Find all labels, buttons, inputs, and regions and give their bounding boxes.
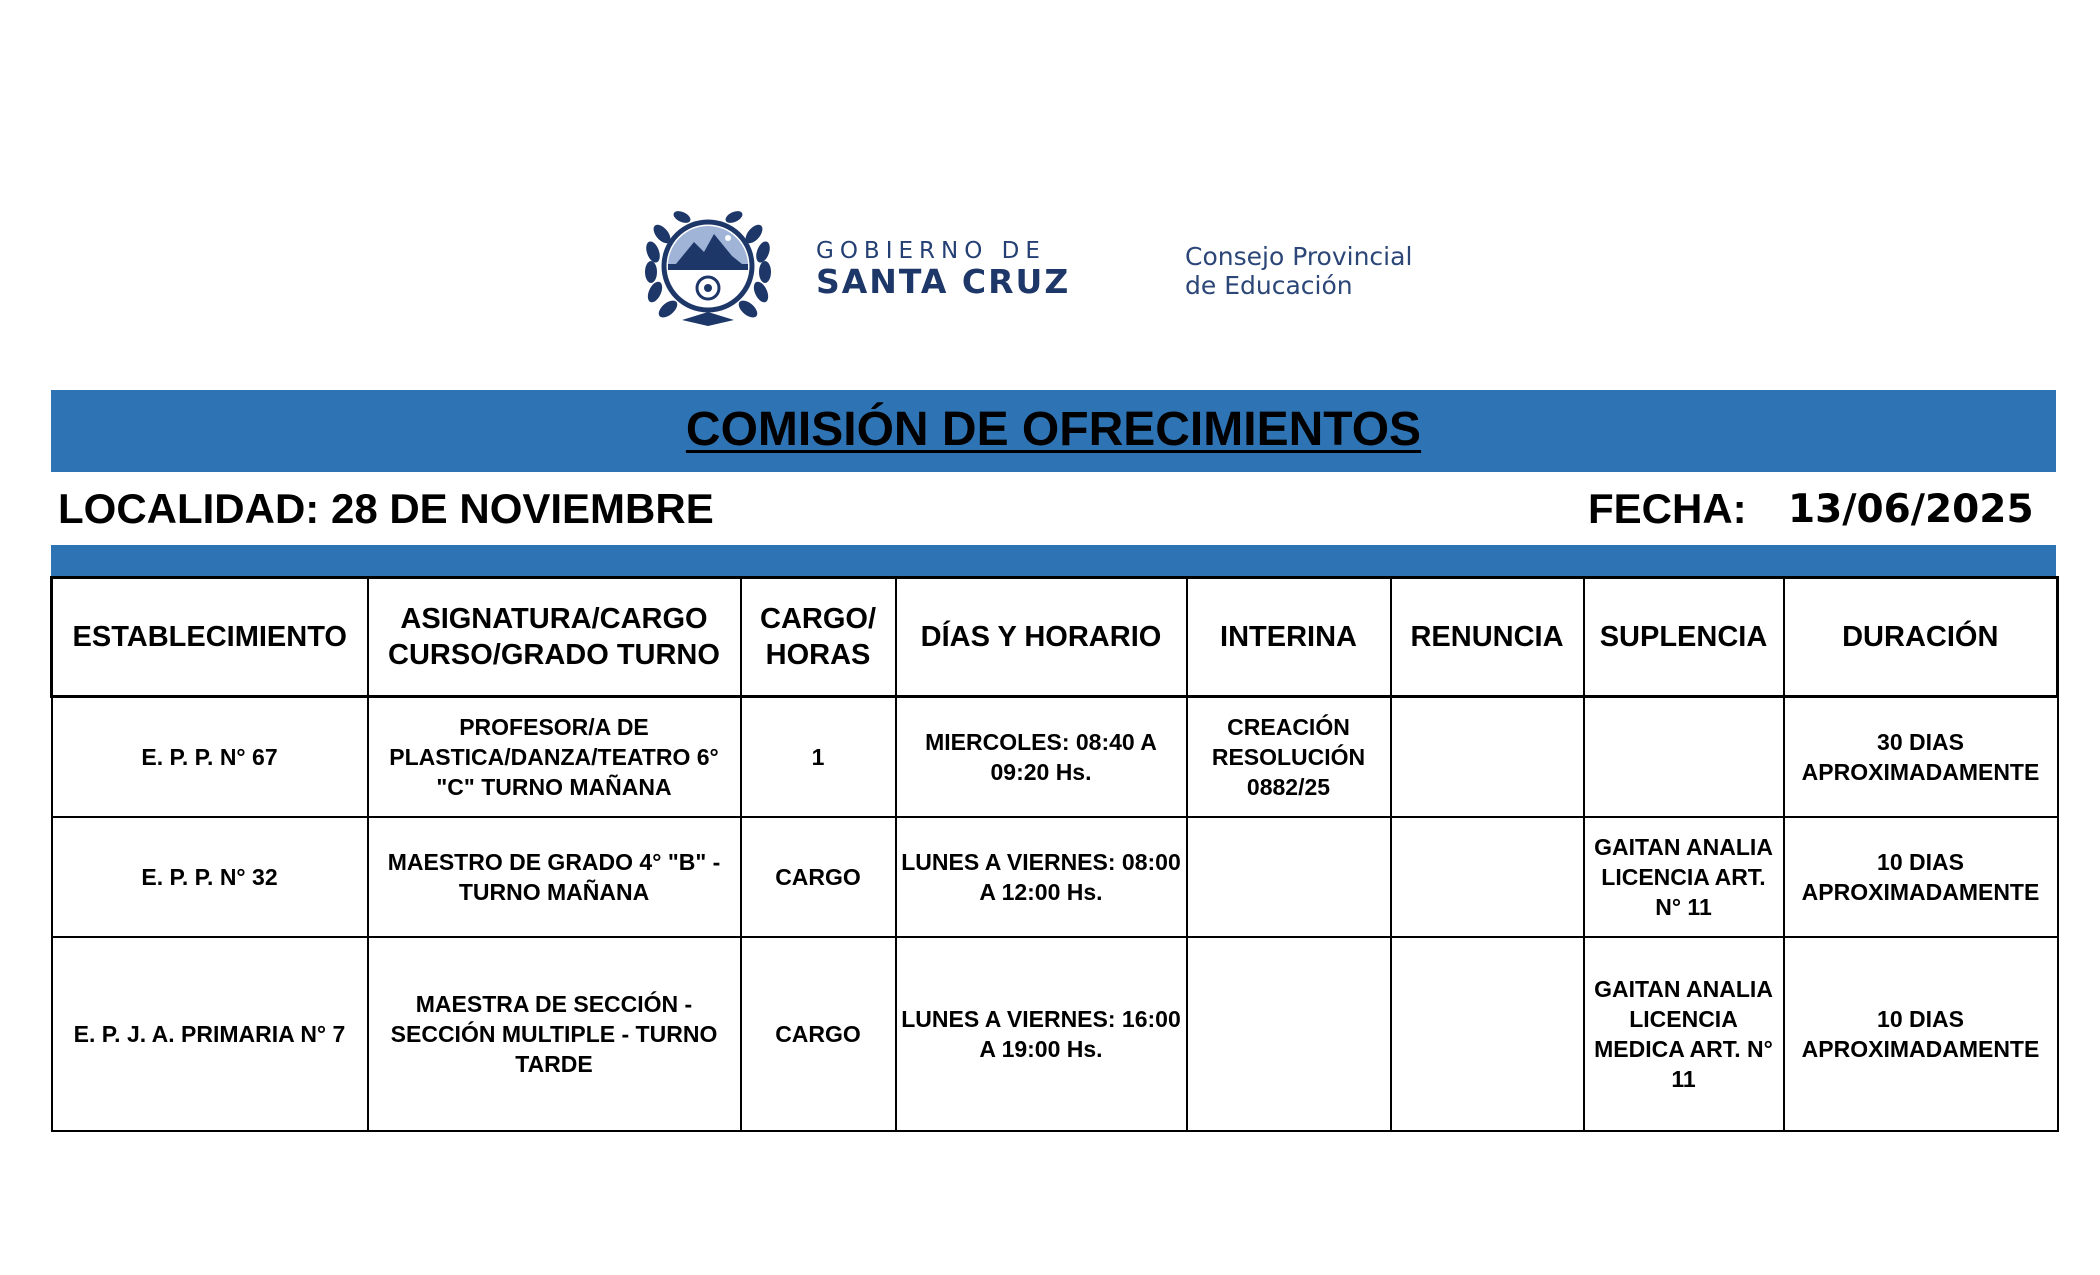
table-row bbox=[52, 817, 2058, 937]
cell-asignatura: PROFESOR/A DE PLASTICA/DANZA/TEATRO 6° "C" TURNO MAÑANA bbox=[368, 697, 741, 818]
cell-cargo: 1 bbox=[741, 697, 896, 818]
cell-suplencia: GAITAN ANALIA LICENCIA ART. N° 11 bbox=[1584, 817, 1784, 937]
cell-cargo: CARGO bbox=[741, 817, 896, 937]
table-row bbox=[52, 697, 2058, 818]
header-asignatura bbox=[368, 578, 741, 697]
cell-asignatura: MAESTRO DE GRADO 4° "B" - TURNO MAÑANA bbox=[368, 817, 741, 937]
page-title: COMISIÓN DE OFRECIMIENTOS bbox=[685, 403, 1422, 456]
cell-duracion: 30 DIAS APROXIMADAMENTE bbox=[1784, 697, 2058, 818]
cell-interina: CREACIÓN RESOLUCIÓN 0882/25 bbox=[1187, 697, 1391, 818]
separator-band bbox=[51, 545, 2056, 577]
council-line-2: de Educación bbox=[1185, 271, 1353, 300]
header-suplencia: SUPLENCIA bbox=[1584, 578, 1784, 697]
council-wordmark bbox=[1185, 242, 1412, 300]
government-line-2: SANTA CRUZ bbox=[816, 262, 1071, 301]
title-band bbox=[51, 390, 2056, 472]
council-line-1: Consejo Provincial bbox=[1185, 242, 1413, 271]
header-establecimiento: ESTABLECIMIENTO bbox=[52, 578, 368, 697]
cell-interina bbox=[1187, 817, 1391, 937]
cell-interina bbox=[1187, 937, 1391, 1131]
header-dias: DÍAS Y HORARIO bbox=[896, 578, 1187, 697]
cell-dias: MIERCOLES: 08:40 A 09:20 Hs. bbox=[896, 697, 1187, 818]
cell-dias: LUNES A VIERNES: 08:00 A 12:00 Hs. bbox=[896, 817, 1187, 937]
table-row bbox=[52, 937, 2058, 1131]
locality-label: LOCALIDAD: 28 DE NOVIEMBRE bbox=[58, 485, 714, 532]
header-duracion: DURACIÓN bbox=[1784, 578, 2058, 697]
cell-suplencia bbox=[1584, 697, 1784, 818]
cell-duracion: 10 DIAS APROXIMADAMENTE bbox=[1784, 937, 2058, 1131]
cell-asignatura: MAESTRA DE SECCIÓN - SECCIÓN MULTIPLE - TURNO TARDE bbox=[368, 937, 741, 1131]
cell-cargo: CARGO bbox=[741, 937, 896, 1131]
header-renuncia: RENUNCIA bbox=[1391, 578, 1584, 697]
cell-establecimiento: E. P. P. N° 67 bbox=[52, 697, 368, 818]
government-line-1: GOBIERNO DE bbox=[816, 238, 1046, 264]
cell-establecimiento: E. P. P. N° 32 bbox=[52, 817, 368, 937]
cell-renuncia bbox=[1391, 697, 1584, 818]
header-cargo bbox=[741, 578, 896, 697]
offers-table bbox=[50, 576, 2059, 1132]
header-cargo-line-2: HORAS bbox=[765, 639, 871, 671]
government-wordmark bbox=[816, 238, 1070, 300]
date-value: 13/06/2025 bbox=[1788, 487, 2034, 532]
cell-renuncia bbox=[1391, 937, 1584, 1131]
header-asignatura-line-1: ASIGNATURA/CARGO bbox=[400, 603, 708, 635]
table-header-row bbox=[52, 578, 2058, 697]
santa-cruz-coat-of-arms-icon bbox=[642, 204, 774, 332]
cell-establecimiento: E. P. J. A. PRIMARIA N° 7 bbox=[52, 937, 368, 1131]
page-header bbox=[640, 200, 1500, 335]
cell-renuncia bbox=[1391, 817, 1584, 937]
date-label: FECHA: bbox=[1588, 485, 1747, 532]
cell-suplencia: GAITAN ANALIA LICENCIA MEDICA ART. N° 11 bbox=[1584, 937, 1784, 1131]
header-asignatura-line-2: CURSO/GRADO TURNO bbox=[388, 639, 720, 671]
header-cargo-line-1: CARGO/ bbox=[760, 603, 876, 635]
cell-duracion: 10 DIAS APROXIMADAMENTE bbox=[1784, 817, 2058, 937]
header-interina: INTERINA bbox=[1187, 578, 1391, 697]
cell-dias: LUNES A VIERNES: 16:00 A 19:00 Hs. bbox=[896, 937, 1187, 1131]
